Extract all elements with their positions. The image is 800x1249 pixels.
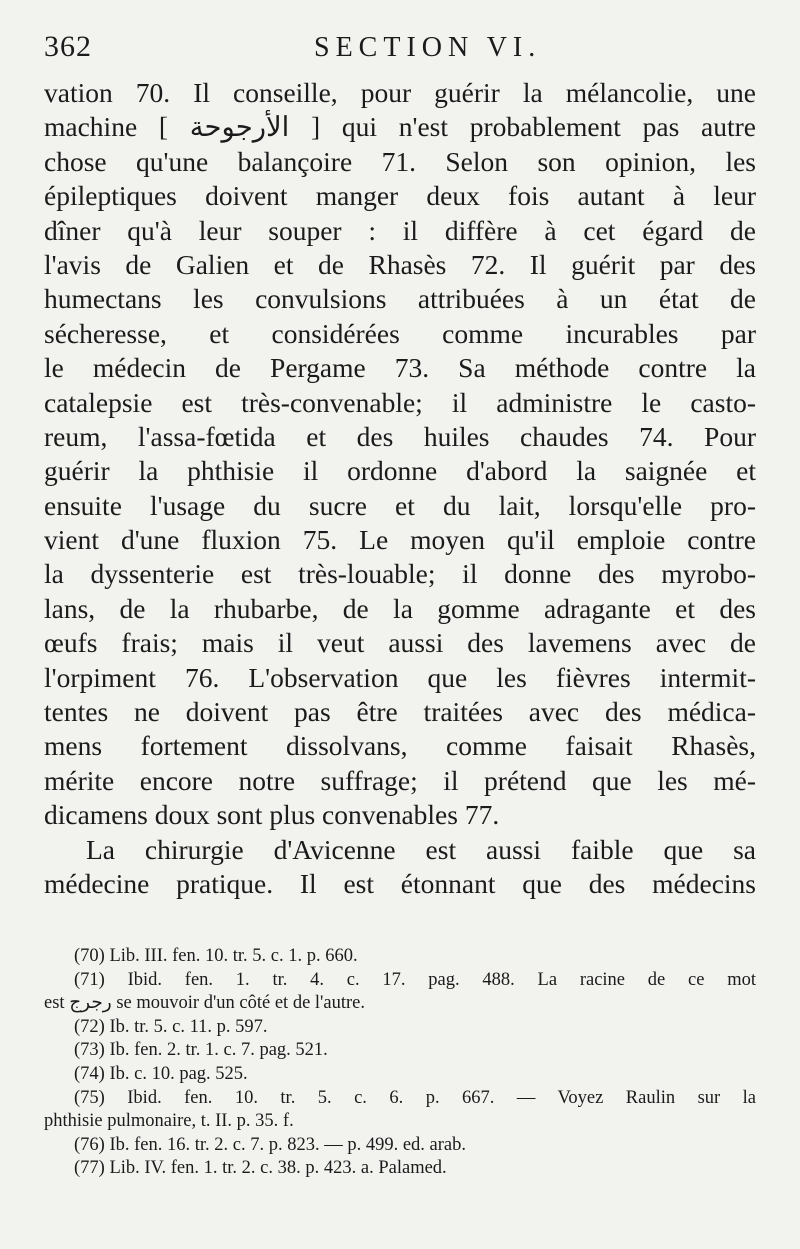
footnote: (74) Ib. c. 10. pag. 525. [74, 1063, 248, 1084]
text-line: humectans les convulsions attribuées à un état de [44, 283, 756, 315]
footnote: (77) Lib. IV. fen. 1. tr. 2. c. 38. p. 423. a. Palamed. [74, 1158, 447, 1179]
footnote: est رجرج se mouvoir d'un côté et de l'autre. [44, 993, 365, 1014]
text-line: le médecin de Pergame 73. Sa méthode contre la [44, 352, 756, 384]
text-line: machine [ الأرجوحة ] qui n'est probablement pas autre [44, 111, 756, 143]
text-line: médecine pratique. Il est étonnant que des médecins [44, 867, 756, 899]
text-line: épileptiques doivent manger deux fois autant à leur [44, 180, 756, 212]
footnote: (76) Ib. fen. 16. tr. 2. c. 7. p. 823. — p. 499. ed. arab. [74, 1134, 467, 1155]
footnotes [44, 945, 756, 1181]
footnote: (72) Ib. tr. 5. c. 11. p. 597. [74, 1016, 268, 1037]
text-line: lans, de la rhubarbe, de la gomme adragante et des [44, 592, 756, 624]
footnote: (73) Ib. fen. 2. tr. 1. c. 7. pag. 521. [74, 1040, 328, 1061]
running-head: SECTION VI. [314, 32, 542, 63]
text-line: dîner qu'à leur souper : il diffère à cet égard de [44, 214, 756, 246]
text-line: reum, l'assa-fœtida et des huiles chaudes 74. Pour [44, 420, 756, 452]
text-line: l'avis de Galien et de Rhasès 72. Il guérit par des [44, 248, 756, 280]
text-line: dicamens doux sont plus convenables 77. [44, 799, 500, 831]
text-line: œufs frais; mais il veut aussi des lavemens avec de [44, 627, 756, 659]
page-number: 362 [44, 30, 92, 63]
page-header [44, 30, 764, 70]
text-line: l'orpiment 76. L'observation que les fièvres intermit- [44, 661, 756, 693]
footnote: phthisie pulmonaire, t. II. p. 35. f. [44, 1111, 294, 1132]
text-line: tentes ne doivent pas être traitées avec des médica- [44, 696, 756, 728]
text-line: ensuite l'usage du sucre et du lait, lorsqu'elle pro- [44, 489, 756, 521]
footnote: (71) Ibid. fen. 1. tr. 4. c. 17. pag. 488. La racine de ce mot [74, 969, 756, 990]
text-line: sécheresse, et considérées comme incurables par [44, 317, 756, 349]
text-line: La chirurgie d'Avicenne est aussi faible que sa [86, 833, 756, 865]
text-line: la dyssenterie est très-louable; il donne des myrobo- [44, 558, 756, 590]
footnote: (75) Ibid. fen. 10. tr. 5. c. 6. p. 667. — Voyez Raulin sur la [74, 1087, 756, 1108]
text-line: vient d'une fluxion 75. Le moyen qu'il emploie contre [44, 524, 756, 556]
footnote: (70) Lib. III. fen. 10. tr. 5. c. 1. p. 660. [74, 946, 358, 966]
text-line: vation 70. Il conseille, pour guérir la mélancolie, une [44, 77, 756, 108]
text-line: catalepsie est très-convenable; il administre le casto- [44, 386, 756, 418]
text-line: mérite encore notre suffrage; il prétend que les mé- [44, 764, 756, 796]
text-line: mens fortement dissolvans, comme faisait Rhasès, [44, 730, 756, 762]
text-line: guérir la phthisie il ordonne d'abord la saignée et [44, 455, 756, 487]
text-line: chose qu'une balançoire 71. Selon son opinion, les [44, 145, 756, 177]
body-text [44, 76, 756, 901]
